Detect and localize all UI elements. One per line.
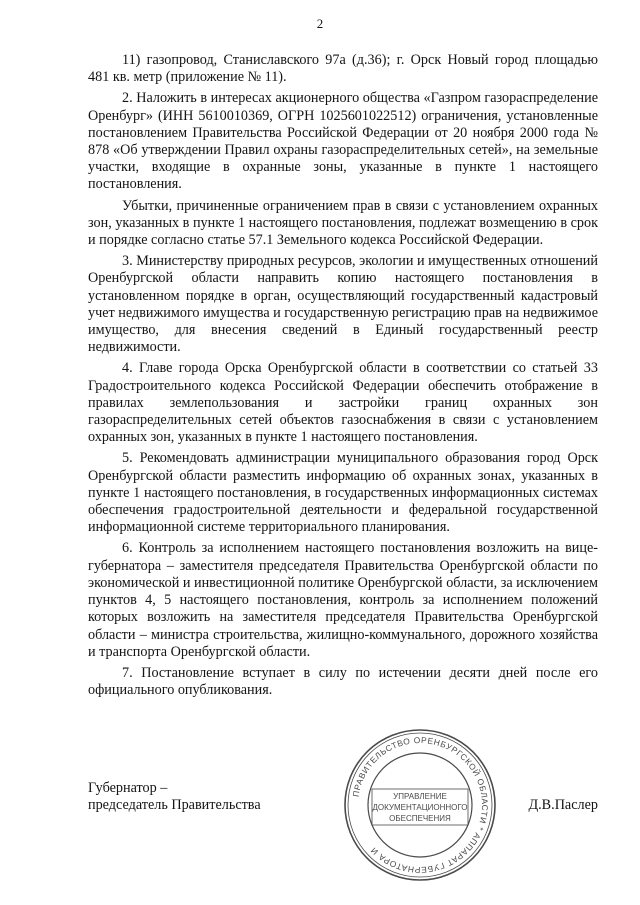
paragraph-6: 6. Контроль за исполнением настоящего постановления возложить на вице-губернатора – заместителя председателя Правительства Оренбургской области по экономической и инвестиционной политике Оренбургской области, за исключением пунктов 4, 5 настоящего постановления, контроль за исполнением положений которых возложить на заместителя председателя Правительства Оренбургской области – министра строительства, жилищно-коммунального, дорожного хозяйства и транспорта Оренбургской области. bbox=[88, 540, 598, 660]
signatory-name: Д.В.Паслер bbox=[528, 797, 598, 813]
page-number: 2 bbox=[316, 16, 324, 31]
stamp-ink bbox=[345, 730, 495, 880]
paragraph-5: 5. Рекомендовать администрации муниципального образования город Орск Оренбургской области разместить информацию об охранных зонах, указанных в пункте 1 настоящего постановления, в государственных информационных системах обеспечения градостроительной деятельности и федеральной государственной информационной системе территориального планирования. bbox=[88, 450, 598, 536]
stamp-inner-line-2: ДОКУМЕНТАЦИОННОГО bbox=[372, 803, 468, 812]
stamp-inner-line-3: ОБЕСПЕЧЕНИЯ bbox=[389, 814, 451, 823]
official-stamp-icon bbox=[342, 727, 498, 883]
document-body bbox=[88, 52, 598, 703]
paragraph-item-11: 11) газопровод, Станиславского 97а (д.36); г. Орск Новый город площадью 481 кв. метр (приложение № 11). bbox=[88, 52, 598, 86]
signatory-title-line-1: Губернатор – bbox=[88, 780, 168, 796]
signatory-title-line-2: председатель Правительства bbox=[88, 797, 261, 814]
paragraph-7: 7. Постановление вступает в силу по истечении десяти дней после его официального опубликования. bbox=[88, 664, 598, 699]
paragraph-2: 2. Наложить в интересах акционерного общества «Газпром газораспределение Оренбург» (ИНН 5610010369, ОГРН 1025601022512) ограничения, установленные постановлением Правительства Российской Федерации от 20 ноября 2000 года № 878 «Об утверждении Правил охраны газораспределительных сетей», на земельные участки, входящие в охранные зоны, указанные в пункте 1 настоящего постановления. bbox=[88, 90, 598, 193]
paragraph-3: 3. Министерству природных ресурсов, экологии и имущественных отношений Оренбургской области направить копию настоящего постановления в установленном порядке в орган, осуществляющий государственный кадастровый учет недвижимого имущества и государственную регистрацию прав на недвижимое имущество, для внесения сведений в Единый государственный реестр недвижимости. bbox=[88, 253, 598, 356]
paragraph-losses: Убытки, причиненные ограничением прав в связи с установлением охранных зон, указанных в пункте 1 настоящего постановления, подлежат возмещению в срок и порядке согласно статье 57.1 Земельного кодекса Российской Федерации. bbox=[88, 197, 598, 249]
stamp-ring-text: ПРАВИТЕЛЬСТВО ОРЕНБУРГСКОЙ ОБЛАСТИ * АППАРАТ ГУБЕРНАТОРА И bbox=[350, 734, 491, 876]
paragraph-4: 4. Главе города Орска Оренбургской области в соответствии со статьей 33 Градостроительного кодекса Российской Федерации обеспечить отображение в правилах землепользования и застройки границ охранных зон газораспределительных сетей объектов газоснабжения в связи с установлением охранных зон, указанных в пункте 1 настоящего постановления. bbox=[88, 360, 598, 446]
stamp-inner-line-1: УПРАВЛЕНИЕ bbox=[393, 792, 447, 801]
